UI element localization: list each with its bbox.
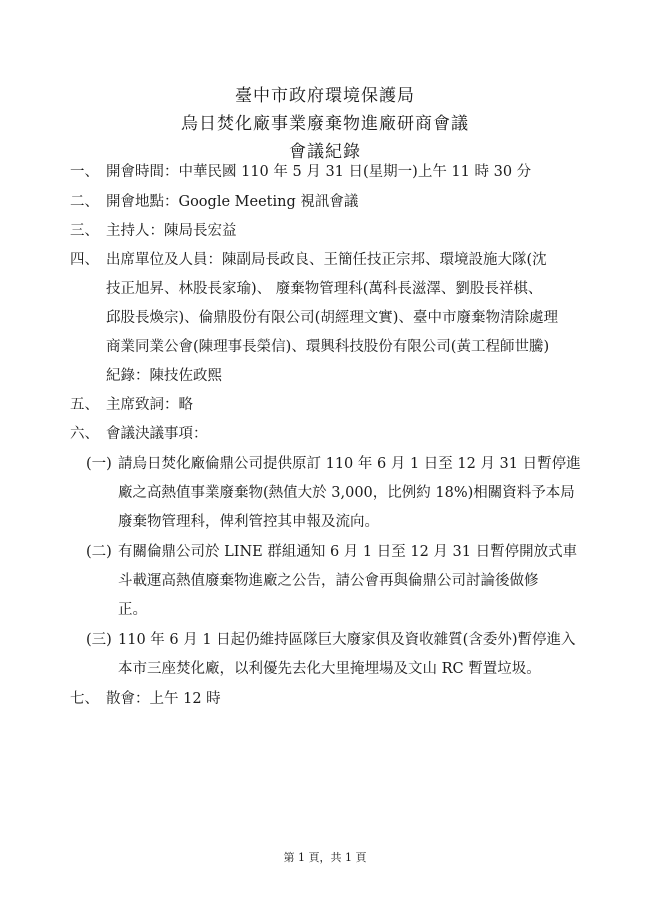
item-text: 會議決議事項： (106, 426, 208, 442)
item-text: 主席致詞：略 (106, 397, 193, 413)
page-footer: 第 1 頁，共 1 頁 (283, 851, 367, 864)
agency-title: 臺中市政府環境保護局 (235, 86, 415, 106)
meeting-title: 烏日焚化廠事業廢棄物進廠研商會議 (181, 114, 469, 134)
document-header (0, 82, 650, 166)
resolution-text: 請烏日焚化廠倫鼎公司提供原訂 110 年 6 月 1 日至 12 月 31 日暫停進 (118, 456, 581, 472)
recorder-line: 紀錄：陳技佐政熙 (106, 368, 222, 384)
resolution-number: (三) (86, 632, 112, 648)
item-text: 開會時間：中華民國 110 年 5 月 31 日(星期一)上午 11 時 30 分 (106, 164, 532, 180)
item-number: 二、 (70, 194, 99, 210)
item-number: 七、 (70, 691, 99, 707)
item-number: 六、 (70, 426, 99, 442)
resolution-text: 有關倫鼎公司於 LINE 群組通知 6 月 1 日至 12 月 31 日暫停開放式車 (118, 544, 578, 560)
item-number: 一、 (70, 164, 99, 180)
item-text-continuation: 邱股長煥宗)、倫鼎股份有限公司(胡經理文實)、臺中市廢棄物清除處理 (106, 310, 558, 326)
item-text: 主持人：陳局長宏益 (106, 223, 237, 239)
item-number: 四、 (70, 252, 99, 268)
item-text: 開會地點：Google Meeting 視訊會議 (106, 194, 359, 210)
item-text-continuation: 商業同業公會(陳理事長榮信)、環興科技股份有限公司(黃工程師世騰) (106, 339, 550, 355)
resolution-text: 110 年 6 月 1 日起仍維持區隊巨大廢家俱及資收雜質(含委外)暫停進入 (118, 632, 576, 648)
resolution-text-continuation: 廢棄物管理科，俾利管控其申報及流向。 (118, 514, 379, 530)
resolution-number: (一) (86, 456, 112, 472)
resolution-number: (二) (86, 544, 112, 560)
item-text: 出席單位及人員：陳副局長政良、王簡任技正宗邦、環境設施大隊(沈 (106, 252, 547, 268)
item-text: 散會：上午 12 時 (106, 691, 221, 707)
document-type: 會議紀錄 (289, 142, 361, 162)
resolution-text-continuation: 廠之高熱值事業廢棄物(熱值大於 3,000，比例約 18%)相關資料予本局 (118, 485, 575, 501)
resolution-text-continuation: 正。 (118, 602, 147, 618)
item-text-continuation: 技正旭昇、林股長家瑜)、 廢棄物管理科(萬科長滋澤、劉股長祥棋、 (106, 281, 543, 297)
resolution-text-continuation: 斗載運高熱值廢棄物進廠之公告，請公會再與倫鼎公司討論後做修 (118, 573, 539, 589)
resolution-text-continuation: 本市三座焚化廠，以利優先去化大里掩埋場及文山 RC 暫置垃圾。 (118, 661, 541, 677)
item-number: 五、 (70, 397, 99, 413)
item-number: 三、 (70, 223, 99, 239)
